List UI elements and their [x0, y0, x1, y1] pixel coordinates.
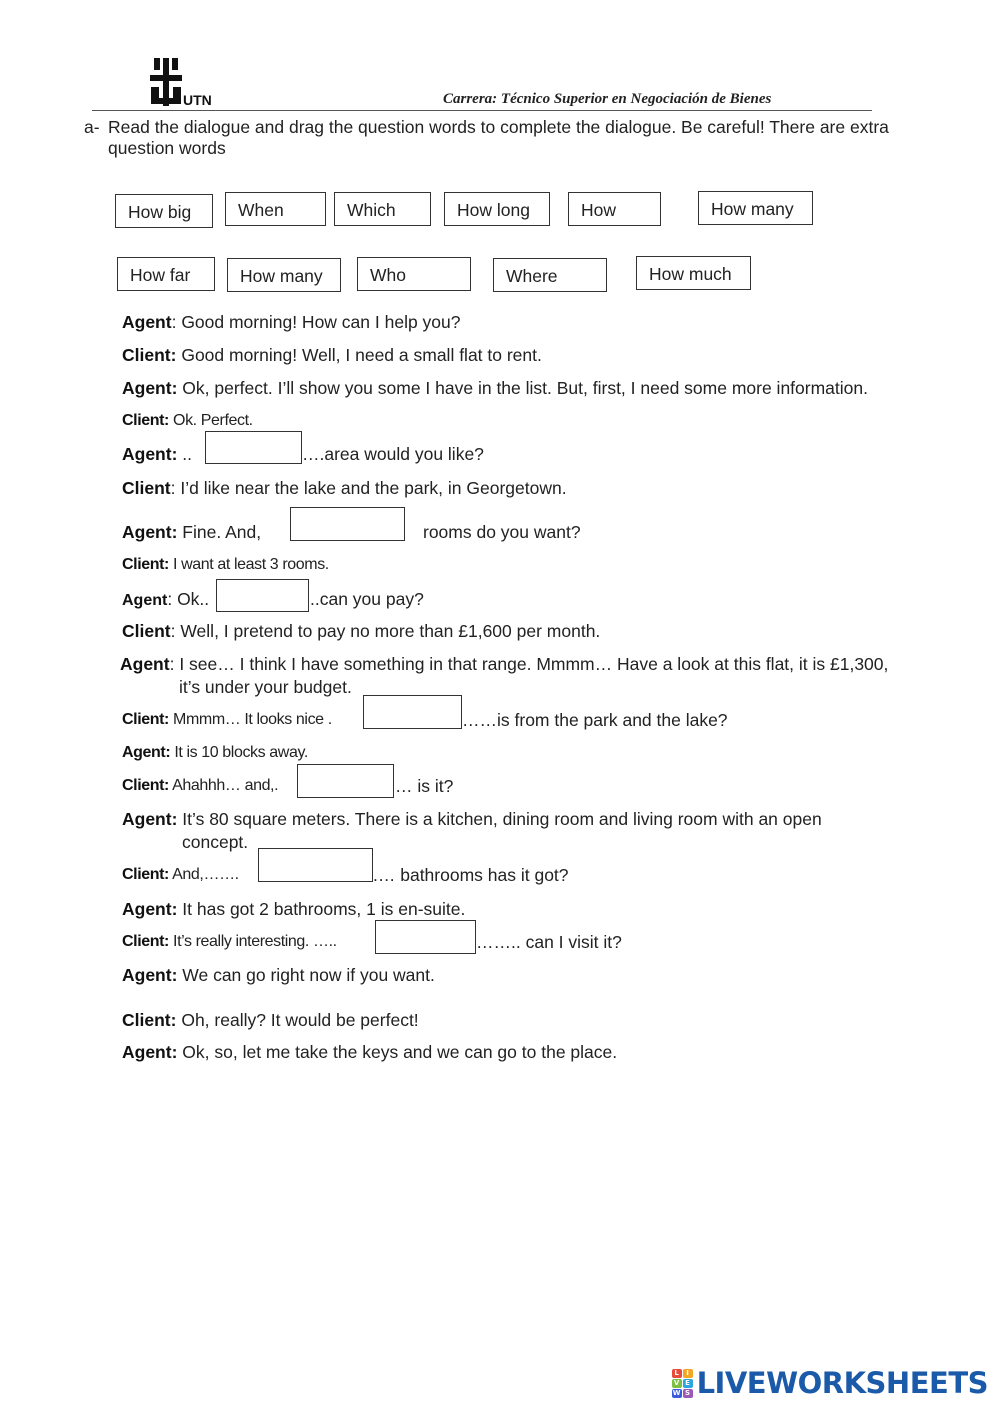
- line-text: Ok. Perfect.: [173, 412, 253, 429]
- answer-drop-zone-4[interactable]: [363, 695, 462, 729]
- word-chip-where[interactable]: Where: [493, 258, 607, 292]
- speaker: Client:: [122, 933, 169, 950]
- dialogue-line: [122, 1041, 617, 1063]
- line-text: Oh, really? It would be perfect!: [181, 1010, 419, 1030]
- line-text: I’d like near the lake and the park, in Georgetown.: [180, 478, 567, 498]
- word-chip-how-many[interactable]: How many: [698, 191, 813, 225]
- line-text: Well, I pretend to pay no more than £1,600 per month.: [180, 621, 601, 641]
- dialogue-line: [122, 1009, 419, 1031]
- dialogue-line: [122, 377, 868, 399]
- line-text: Ok, so, let me take the keys and we can go to the place.: [182, 1042, 618, 1062]
- dialogue-line: [122, 554, 329, 576]
- line-pre: Fine. And,: [182, 522, 262, 542]
- liveworksheets-brand: [672, 1366, 988, 1400]
- line-pre: ..: [182, 444, 193, 464]
- answer-drop-zone-5[interactable]: [297, 764, 394, 798]
- speaker: Agent:: [122, 899, 178, 919]
- line-text: It is 10 blocks away.: [174, 744, 308, 761]
- line-pre: Mmmm… It looks nice .: [173, 711, 332, 728]
- instruction-text: Read the dialogue and drag the question words to complete the dialogue. Be careful! There are extra question words: [108, 117, 889, 158]
- speaker: Client:: [122, 556, 169, 573]
- instruction-marker: a-: [84, 117, 100, 137]
- speaker: Client:: [122, 866, 169, 883]
- dialogue-line: [122, 808, 822, 830]
- dialogue-line: [122, 410, 253, 432]
- speaker: Client:: [122, 777, 169, 794]
- word-chip-when[interactable]: When: [225, 192, 326, 226]
- line-post: rooms do you want?: [423, 522, 581, 542]
- line-text: Good morning! Well, I need a small flat to rent.: [181, 345, 542, 365]
- word-chip-who[interactable]: Who: [357, 257, 471, 291]
- line-text: Good morning! How can I help you?: [181, 312, 461, 332]
- dialogue-line: [122, 742, 308, 764]
- word-chip-which[interactable]: Which: [334, 192, 431, 226]
- career-title: Carrera: Técnico Superior en Negociación de Bienes: [443, 91, 772, 107]
- line-post: ..can you pay?: [310, 589, 424, 609]
- dialogue-line: Agent: I see… I think I have something in that range. Mmmm… Have a look at this flat, it is £1,300,: [120, 654, 889, 674]
- dialogue-line: Client: I’d like near the lake and the park, in Georgetown.: [122, 478, 567, 498]
- word-chip-how[interactable]: How: [568, 192, 661, 226]
- line-text: Ok, perfect. I’ll show you some I have in the list. But, first, I need some more information.: [182, 378, 868, 398]
- line-text: We can go right now if you want.: [182, 965, 435, 985]
- dialogue-line: [122, 931, 337, 953]
- answer-drop-zone-3[interactable]: [216, 579, 309, 612]
- line-post: … is it?: [395, 776, 454, 796]
- speaker: Agent:: [122, 522, 178, 542]
- speaker: Agent: [122, 312, 172, 332]
- dialogue-line: [122, 775, 278, 797]
- line-pre: Ahahhh… and,.: [172, 777, 279, 794]
- dialogue-line: [122, 521, 261, 543]
- line-post: ……is from the park and the lake?: [462, 710, 728, 730]
- word-chip-how-many-2[interactable]: How many: [227, 258, 341, 292]
- dialogue-line: Agent: Good morning! How can I help you?: [122, 312, 461, 332]
- line-text: It has got 2 bathrooms, 1 is en-suite.: [182, 899, 466, 919]
- answer-drop-zone-1[interactable]: [205, 431, 302, 464]
- line-pre: Ok..: [177, 589, 210, 609]
- dialogue-line: [122, 443, 192, 465]
- header-rule: [92, 110, 872, 111]
- utn-logo: [150, 58, 228, 108]
- speaker: Agent:: [122, 1042, 178, 1062]
- line-post: ….area would you like?: [302, 444, 484, 464]
- speaker: Client:: [122, 412, 169, 429]
- dialogue-line: [122, 898, 465, 920]
- speaker: Agent:: [122, 378, 178, 398]
- answer-drop-zone-7[interactable]: [375, 920, 476, 954]
- line-text: I see… I think I have something in that range. Mmmm… Have a look at this flat, it is £1,300,: [179, 654, 889, 674]
- speaker: Agent: [122, 592, 168, 609]
- line-continuation: concept.: [182, 832, 249, 852]
- line-text: I want at least 3 rooms.: [173, 556, 329, 573]
- speaker: Agent:: [122, 809, 178, 829]
- dialogue-line: Agent: Ok..: [122, 589, 210, 609]
- word-chip-how-big[interactable]: How big: [115, 194, 213, 228]
- line-pre: It’s really interesting. …..: [173, 933, 337, 950]
- word-chip-how-long[interactable]: How long: [444, 192, 550, 226]
- dialogue-line: [122, 964, 435, 986]
- liveworksheets-icon: L I V E W S: [672, 1369, 693, 1398]
- speaker: Agent:: [122, 444, 178, 464]
- speaker: Client:: [122, 1010, 177, 1030]
- dialogue-line: [122, 344, 542, 366]
- answer-drop-zone-6[interactable]: [258, 848, 373, 882]
- speaker: Client: [122, 478, 171, 498]
- word-chip-how-far[interactable]: How far: [117, 257, 215, 291]
- line-text: It’s 80 square meters. There is a kitchen, dining room and living room with an open: [182, 809, 822, 829]
- speaker: Client:: [122, 345, 177, 365]
- speaker: Agent:: [122, 744, 171, 761]
- word-chip-how-much[interactable]: How much: [636, 256, 751, 290]
- answer-drop-zone-2[interactable]: [290, 507, 405, 541]
- line-post: .… bathrooms has it got?: [373, 865, 569, 885]
- line-continuation: it’s under your budget.: [179, 677, 352, 697]
- speaker: Client:: [122, 711, 169, 728]
- speaker: Agent:: [122, 965, 178, 985]
- speaker: Agent: [120, 654, 170, 674]
- logo-text: UTN: [183, 92, 212, 108]
- speaker: Client: [122, 621, 171, 641]
- dialogue-line: [122, 709, 332, 731]
- line-post: …….. can I visit it?: [476, 932, 622, 952]
- dialogue-line: Client: Well, I pretend to pay no more than £1,600 per month.: [122, 621, 601, 641]
- dialogue-line: [122, 864, 239, 886]
- brand-text: LIVEWORKSHEETS: [696, 1366, 988, 1400]
- line-pre: And,…….: [172, 866, 239, 883]
